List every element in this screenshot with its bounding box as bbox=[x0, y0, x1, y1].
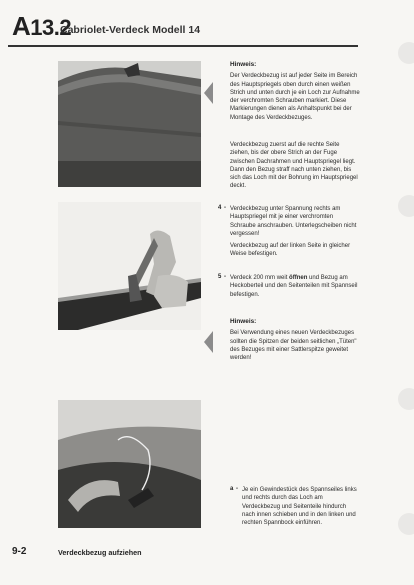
step-5-text: Verdeck 200 mm weit öffnen und Bezug am Heckoberteil und den Seitenteilen mit Spannseil befestigen. bbox=[230, 275, 358, 298]
footer-title: Verdeckbezug aufziehen bbox=[58, 548, 142, 557]
step-number: 4 bbox=[218, 205, 222, 211]
binder-hole bbox=[398, 388, 414, 410]
step-4-text-left: Verdeckbezug auf der linken Seite in gleicher Weise befestigen. bbox=[230, 243, 351, 258]
step-dash: - bbox=[224, 205, 226, 211]
step-dash: - bbox=[236, 486, 238, 492]
pointer-triangle-icon bbox=[204, 331, 213, 353]
page-number: 9-2 bbox=[12, 546, 27, 557]
binder-hole bbox=[398, 42, 414, 64]
step-3-text: Verdeckbezug zuerst auf die rechte Seite ziehen, bis der obere Strich an der Fuge zwischen Dachrahmen und Hauptspriegel liegt. Dann den Bezug straff nach unten ziehen, bis sich das Loch mit der Bohrung im Hauptspriegel deckt. bbox=[230, 142, 358, 190]
hint-block-1 bbox=[230, 61, 360, 122]
step-4-block bbox=[230, 205, 360, 259]
hint-block-2 bbox=[230, 318, 360, 362]
hint-label: Hinweis: bbox=[230, 61, 257, 68]
section-code: A13.2 bbox=[12, 11, 72, 41]
step-dash: - bbox=[224, 274, 226, 280]
binder-hole bbox=[398, 513, 414, 535]
header-divider bbox=[8, 45, 358, 47]
photo-screw-mounting bbox=[58, 202, 201, 330]
hint-text: Bei Verwendung eines neuen Verdeckbezuges sollten die Spitzen der beiden seitlichen „Tüten" des Bezuges mit einer Sattlerspitze geweitet werden! bbox=[230, 330, 357, 362]
step-number: 5 bbox=[218, 274, 222, 280]
step-a-text: Je ein Gewindestück des Spannseiles links und rechts durch das Loch am Verdeckbezug und Seitenteile hindurch nach innen schieben und in den linken und rechten Spannbock einführen. bbox=[242, 487, 357, 527]
pointer-triangle-icon bbox=[204, 82, 213, 104]
photo-tension-cable bbox=[58, 400, 201, 528]
photo-roof-top bbox=[58, 61, 201, 187]
step-4-text: Verdeckbezug unter Spannung rechts am Hauptspriegel mit je einer verchromten Schraube anschrauben. Unterlegscheiben nicht vergessen! bbox=[230, 206, 357, 237]
hint-text: Der Verdeckbezug ist auf jeder Seite im Bereich des Hauptspriegels oben durch einen weißen Strich und unten durch je ein Loch zur Aufnahme der verchromten Schrauben markiert. Diese Markierungen dienen als Anhaltspunkt bei der Montage des Verdeckbezuges. bbox=[230, 73, 360, 121]
binder-hole bbox=[398, 195, 414, 217]
hint-label: Hinweis: bbox=[230, 318, 257, 325]
page-header-title: Cabriolet-Verdeck Modell 14 bbox=[60, 24, 201, 36]
step-letter: a bbox=[230, 486, 234, 492]
